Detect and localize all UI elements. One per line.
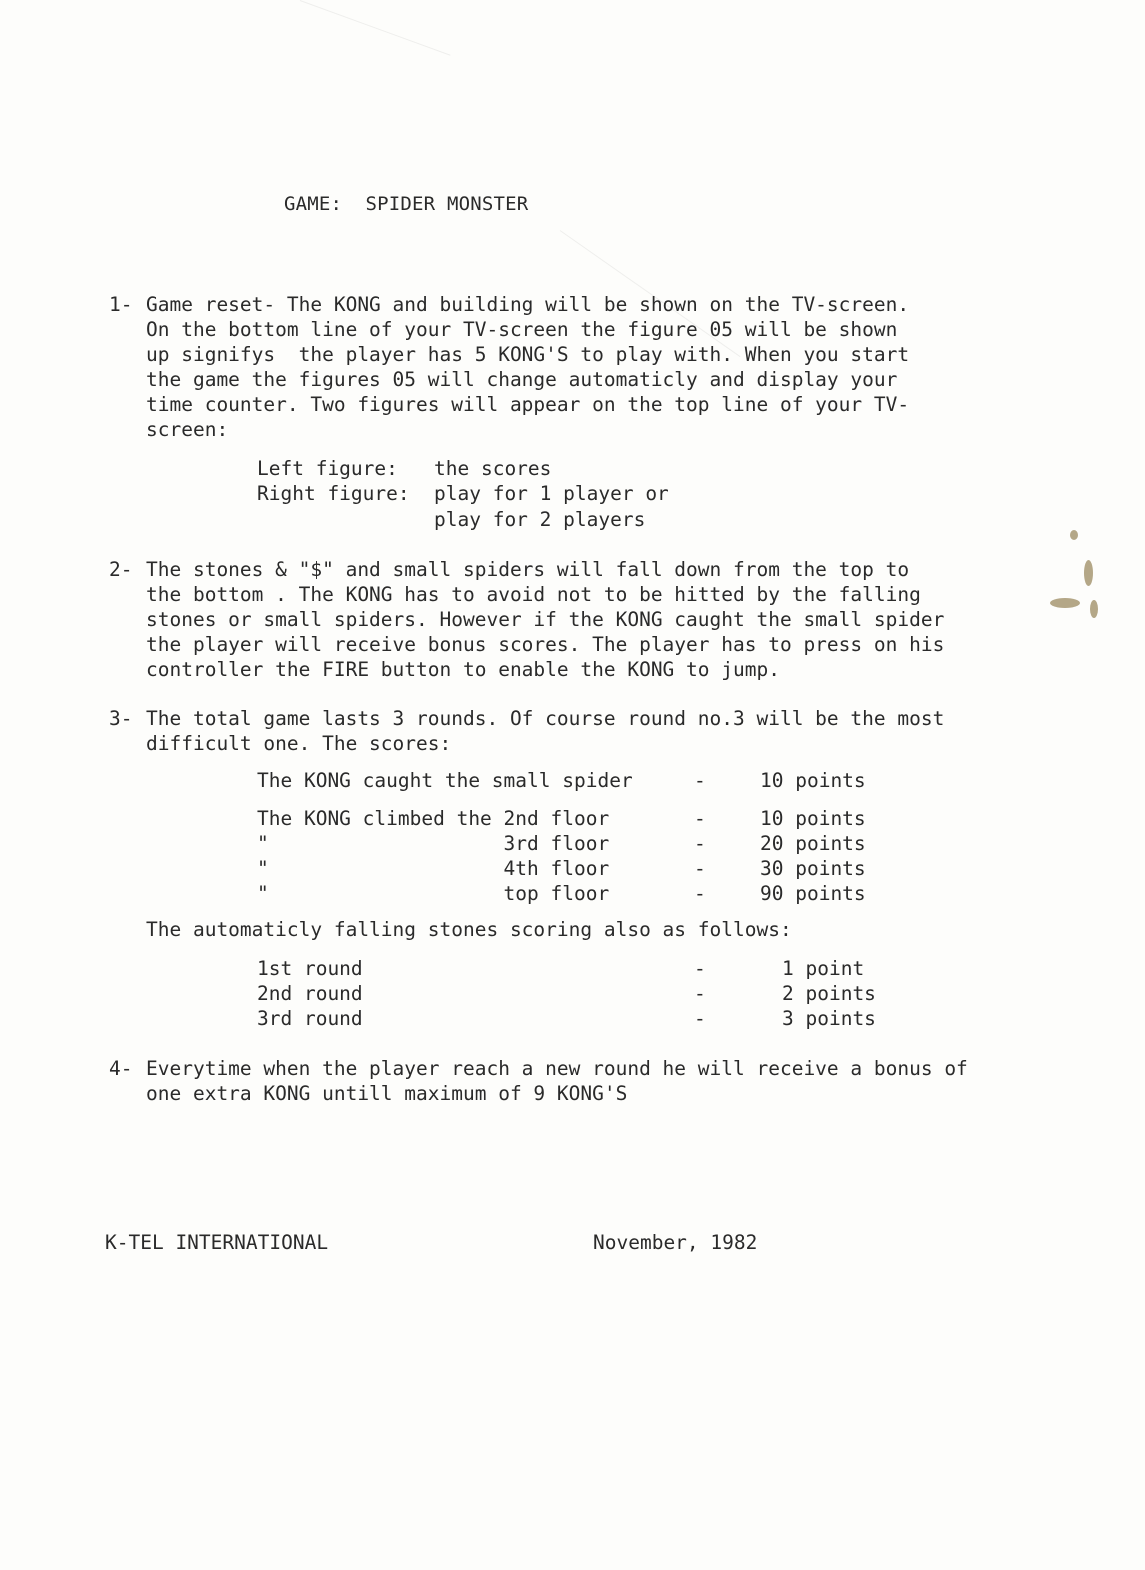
item-number: 4-: [109, 1057, 133, 1080]
score-points: 20 points: [760, 832, 866, 855]
text-line: controller the FIRE button to enable the KONG to jump.: [146, 658, 780, 681]
stones-dash: -: [694, 982, 706, 1005]
score-label: " top floor: [257, 882, 610, 905]
item-number: 2-: [109, 558, 133, 581]
text-line: time counter. Two figures will appear on the top line of your TV-: [146, 393, 910, 416]
text-line: stones or small spiders. However if the KONG caught the small spider: [146, 608, 945, 631]
text-line: up signifys the player has 5 KONG'S to play with. When you start: [146, 343, 910, 366]
game-title: GAME: SPIDER MONSTER: [284, 193, 529, 215]
stones-dash: -: [694, 957, 706, 980]
paper-stain: [1050, 598, 1080, 608]
paper-stain: [1090, 600, 1098, 618]
stones-label: 2nd round: [257, 982, 363, 1005]
score-points: 30 points: [760, 857, 866, 880]
document-date: November, 1982: [593, 1231, 758, 1254]
text-line: On the bottom line of your TV-screen the figure 05 will be shown: [146, 318, 898, 341]
stones-label: 1st round: [257, 957, 363, 980]
score-dash: -: [694, 857, 706, 880]
item-4-paragraph: [146, 1056, 968, 1106]
paper-stain: [1084, 560, 1093, 586]
item-3-paragraph: [146, 706, 944, 756]
company-name: K-TEL INTERNATIONAL: [105, 1231, 329, 1254]
text-line: difficult one. The scores:: [146, 732, 452, 755]
left-figure-label: Left figure:: [257, 457, 398, 480]
score-points: 10 points: [760, 807, 866, 830]
item-number: 1-: [109, 293, 133, 316]
stones-points: 3 points: [782, 1007, 876, 1030]
text-line: The stones & "$" and small spiders will fall down from the top to: [146, 558, 910, 581]
stones-dash: -: [694, 1007, 706, 1030]
score-points: 10 points: [760, 769, 866, 792]
text-line: one extra KONG untill maximum of 9 KONG'S: [146, 1082, 628, 1105]
paper-stain: [1070, 530, 1078, 540]
text-line: Game reset- The KONG and building will be shown on the TV-screen.: [146, 293, 910, 316]
right-figure-value: play for 2 players: [434, 508, 646, 531]
score-label: The KONG caught the small spider: [257, 769, 633, 792]
stones-intro: The automaticly falling stones scoring also as follows:: [146, 918, 792, 941]
text-line: Everytime when the player reach a new round he will receive a bonus of: [146, 1057, 968, 1080]
text-line: the game the figures 05 will change automaticly and display your: [146, 368, 898, 391]
score-dash: -: [694, 882, 706, 905]
right-figure-value: play for 1 player or: [434, 482, 669, 505]
score-label: The KONG climbed the 2nd floor: [257, 807, 610, 830]
text-line: screen:: [146, 418, 229, 441]
paper-crease: [300, 0, 451, 56]
score-label: " 3rd floor: [257, 832, 610, 855]
left-figure-value: the scores: [434, 457, 552, 480]
item-2-paragraph: [146, 557, 944, 682]
score-dash: -: [694, 769, 706, 792]
score-dash: -: [694, 807, 706, 830]
item-number: 3-: [109, 707, 133, 730]
right-figure-label: Right figure:: [257, 482, 410, 505]
score-label: " 4th floor: [257, 857, 610, 880]
item-1-paragraph: [146, 292, 909, 442]
score-points: 90 points: [760, 882, 866, 905]
stones-points: 1 point: [782, 957, 865, 980]
text-line: the bottom . The KONG has to avoid not to be hitted by the falling: [146, 583, 921, 606]
stones-points: 2 points: [782, 982, 876, 1005]
text-line: The total game lasts 3 rounds. Of course round no.3 will be the most: [146, 707, 945, 730]
score-dash: -: [694, 832, 706, 855]
stones-label: 3rd round: [257, 1007, 363, 1030]
text-line: the player will receive bonus scores. The player has to press on his: [146, 633, 945, 656]
